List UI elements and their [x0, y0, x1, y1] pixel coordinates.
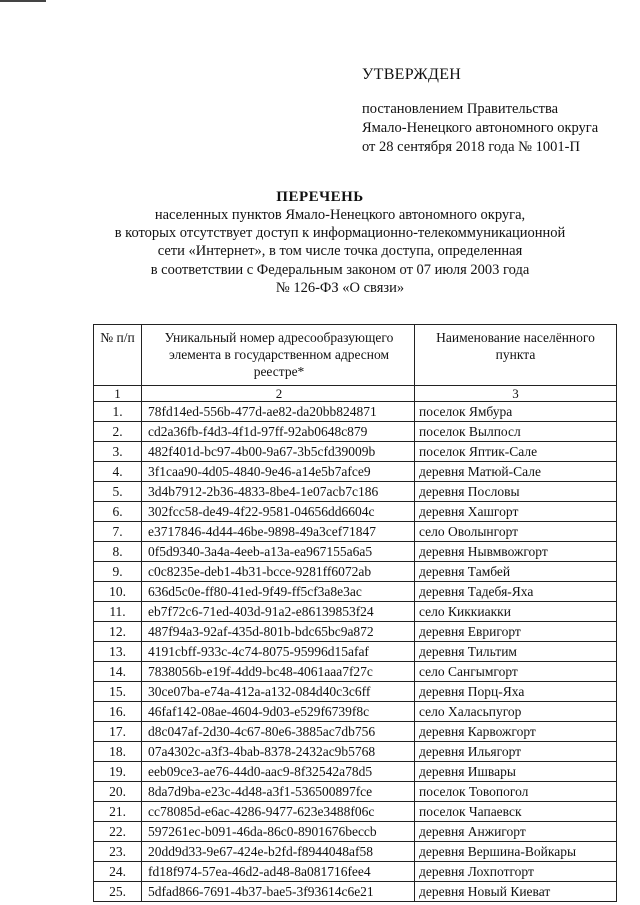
row-number: 3.: [94, 442, 142, 462]
column-number: 2: [142, 386, 415, 402]
subtitle-line: № 126-ФЗ «О связи»: [275, 279, 405, 296]
row-number: 25.: [94, 882, 142, 902]
row-number: 14.: [94, 662, 142, 682]
table-row: [94, 622, 617, 642]
table-row: [94, 702, 617, 722]
row-settlement-name: село Киккиакки: [415, 602, 617, 622]
row-number: 11.: [94, 602, 142, 622]
table-row: [94, 482, 617, 502]
row-settlement-name: деревня Тамбей: [415, 562, 617, 582]
row-number: 18.: [94, 742, 142, 762]
table-row: [94, 402, 617, 422]
row-unique-id: 302fcc58-de49-4f22-9581-04656dd6604c: [142, 502, 415, 522]
row-number: 5.: [94, 482, 142, 502]
subtitle-line: сети «Интернет», в том числе точка доступа, определенная: [157, 243, 523, 260]
table-row: [94, 642, 617, 662]
row-settlement-name: деревня Нывмвожгорт: [415, 542, 617, 562]
row-unique-id: eb7f72c6-71ed-403d-91a2-e86139853f24: [142, 602, 415, 622]
row-unique-id: 78fd14ed-556b-477d-ae82-da20bb824871: [142, 402, 415, 422]
table-row: [94, 522, 617, 542]
header-settlement-name: Наименование населённого пункта: [415, 325, 617, 386]
table-row: [94, 442, 617, 462]
table-row: [94, 602, 617, 622]
column-number-row: [94, 386, 617, 402]
row-unique-id: cc78085d-e6ac-4286-9477-623e3488f06c: [142, 802, 415, 822]
row-settlement-name: деревня Ишвары: [415, 762, 617, 782]
row-unique-id: 4191cbff-933c-4c74-8075-95996d15afaf: [142, 642, 415, 662]
table-row: [94, 822, 617, 842]
row-unique-id: 5dfad866-7691-4b37-bae5-3f93614c6e21: [142, 882, 415, 902]
row-number: 16.: [94, 702, 142, 722]
document-title: ПЕРЕЧЕНЬ: [276, 189, 364, 205]
table-row: [94, 462, 617, 482]
row-settlement-name: деревня Новый Киеват: [415, 882, 617, 902]
row-settlement-name: село Сангымгорт: [415, 662, 617, 682]
row-number: 24.: [94, 862, 142, 882]
row-unique-id: 636d5c0e-ff80-41ed-9f49-ff5cf3a8e3ac: [142, 582, 415, 602]
table-row: [94, 542, 617, 562]
row-unique-id: 8da7d9ba-e23c-4d48-a3f1-536500897fce: [142, 782, 415, 802]
table-row: [94, 502, 617, 522]
table-header-row: [94, 325, 617, 386]
subtitle-line: в которых отсутствует доступ к информационно-телекоммуникационной: [114, 225, 566, 242]
row-settlement-name: деревня Хашгорт: [415, 502, 617, 522]
row-settlement-name: деревня Порц-Яха: [415, 682, 617, 702]
scan-edge-mark: [0, 0, 46, 2]
approved-stamp: УТВЕРЖДЕН: [362, 66, 462, 83]
table-row: [94, 662, 617, 682]
settlements-table: [93, 324, 617, 902]
row-settlement-name: село Оволынгорт: [415, 522, 617, 542]
row-unique-id: cd2a36fb-f4d3-4f1d-97ff-92ab0648c879: [142, 422, 415, 442]
table-row: [94, 802, 617, 822]
row-number: 15.: [94, 682, 142, 702]
row-settlement-name: поселок Вылпосл: [415, 422, 617, 442]
table-row: [94, 722, 617, 742]
table-row: [94, 422, 617, 442]
table-row: [94, 742, 617, 762]
row-settlement-name: деревня Матюй-Сале: [415, 462, 617, 482]
row-settlement-name: поселок Товопогол: [415, 782, 617, 802]
row-unique-id: 482f401d-bc97-4b00-9a67-3b5cfd39009b: [142, 442, 415, 462]
table-row: [94, 682, 617, 702]
decree-reference: [362, 100, 598, 157]
column-number: 3: [415, 386, 617, 402]
row-settlement-name: деревня Анжигорт: [415, 822, 617, 842]
row-settlement-name: деревня Лохпотгорт: [415, 862, 617, 882]
table-row: [94, 582, 617, 602]
row-unique-id: 487f94a3-92af-435d-801b-bdc65bc9a872: [142, 622, 415, 642]
row-number: 1.: [94, 402, 142, 422]
row-number: 12.: [94, 622, 142, 642]
row-unique-id: e3717846-4d44-46be-9898-49a3cef71847: [142, 522, 415, 542]
row-unique-id: 20dd9d33-9e67-424e-b2fd-f8944048af58: [142, 842, 415, 862]
document-subtitle: [80, 206, 600, 297]
row-number: 23.: [94, 842, 142, 862]
row-settlement-name: деревня Евригорт: [415, 622, 617, 642]
row-number: 10.: [94, 582, 142, 602]
row-number: 7.: [94, 522, 142, 542]
row-unique-id: d8c047af-2d30-4c67-80e6-3885ac7db756: [142, 722, 415, 742]
row-number: 6.: [94, 502, 142, 522]
row-number: 20.: [94, 782, 142, 802]
row-unique-id: 0f5d9340-3a4a-4eeb-a13a-ea967155a6a5: [142, 542, 415, 562]
row-number: 22.: [94, 822, 142, 842]
row-settlement-name: деревня Пословы: [415, 482, 617, 502]
decree-line: постановлением Правительства: [362, 101, 559, 117]
row-unique-id: fd18f974-57ea-46d2-ad48-8a081716fee4: [142, 862, 415, 882]
row-number: 8.: [94, 542, 142, 562]
row-unique-id: 3d4b7912-2b36-4833-8be4-1e07acb7c186: [142, 482, 415, 502]
decree-line: от 28 сентября 2018 года № 1001-П: [362, 139, 580, 155]
table-row: [94, 842, 617, 862]
row-number: 2.: [94, 422, 142, 442]
row-unique-id: 7838056b-e19f-4dd9-bc48-4061aaa7f27c: [142, 662, 415, 682]
row-unique-id: 30ce07ba-e74a-412a-a132-084d40c3c6ff: [142, 682, 415, 702]
table-row: [94, 782, 617, 802]
subtitle-line: в соответствии с Федеральным законом от 07 июля 2003 года: [150, 261, 530, 278]
table-row: [94, 862, 617, 882]
row-number: 13.: [94, 642, 142, 662]
row-number: 9.: [94, 562, 142, 582]
row-unique-id: 46faf142-08ae-4604-9d03-e529f6739f8c: [142, 702, 415, 722]
row-settlement-name: село Халасьпугор: [415, 702, 617, 722]
header-number: № п/п: [94, 325, 142, 386]
row-settlement-name: поселок Ямбура: [415, 402, 617, 422]
row-number: 19.: [94, 762, 142, 782]
table-body: [94, 386, 617, 902]
row-settlement-name: деревня Ильягорт: [415, 742, 617, 762]
row-number: 21.: [94, 802, 142, 822]
table-row: [94, 762, 617, 782]
row-unique-id: 597261ec-b091-46da-86c0-8901676beccb: [142, 822, 415, 842]
row-settlement-name: деревня Вершина-Войкары: [415, 842, 617, 862]
row-unique-id: 07a4302c-a3f3-4bab-8378-2432ac9b5768: [142, 742, 415, 762]
row-settlement-name: деревня Тильтим: [415, 642, 617, 662]
row-unique-id: 3f1caa90-4d05-4840-9e46-a14e5b7afce9: [142, 462, 415, 482]
decree-line: Ямало-Ненецкого автономного округа: [362, 120, 599, 136]
table-row: [94, 562, 617, 582]
row-unique-id: eeb09ce3-ae76-44d0-aac9-8f32542a78d5: [142, 762, 415, 782]
row-settlement-name: деревня Карвожгорт: [415, 722, 617, 742]
row-settlement-name: поселок Яптик-Сале: [415, 442, 617, 462]
subtitle-line: населенных пунктов Ямало-Ненецкого автономного округа,: [154, 207, 526, 223]
table-row: [94, 882, 617, 902]
header-unique-id: Уникальный номер адресообразующего элемента в государственном адресном реестре*: [142, 325, 415, 386]
column-number: 1: [94, 386, 142, 402]
row-number: 17.: [94, 722, 142, 742]
row-settlement-name: поселок Чапаевск: [415, 802, 617, 822]
row-number: 4.: [94, 462, 142, 482]
row-unique-id: c0c8235e-deb1-4b31-bcce-9281ff6072ab: [142, 562, 415, 582]
row-settlement-name: деревня Тадебя-Яха: [415, 582, 617, 602]
